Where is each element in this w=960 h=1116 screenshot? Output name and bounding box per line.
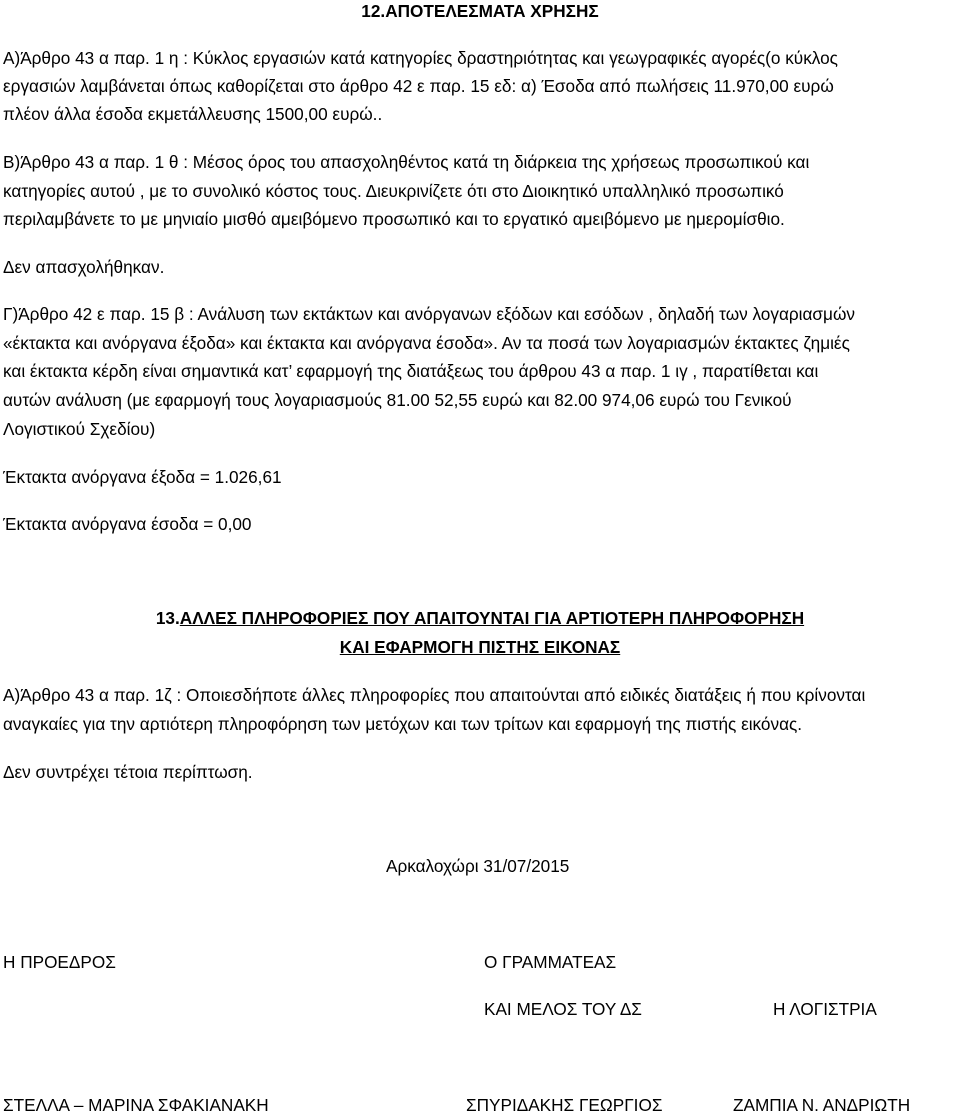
- section-13a-line-2: αναγκαίες για την αρτιότερη πληροφόρηση των μετόχων και των τρίτων και εφαρμογή της πιστής εικόνας.: [3, 714, 803, 734]
- section-12c-line-1: Γ)Άρθρο 42 ε παρ. 15 β : Ανάλυση των εκτάκτων και ανόργανων εξόδων και εσόδων , δηλαδή των λογαριασμών: [3, 304, 855, 324]
- section-12a-line-1: Α)Άρθρο 43 α παρ. 1 η : Κύκλος εργασιών κατά κατηγορίες δραστηριότητας και γεωγραφικές αγορές(ο κύκλος: [3, 48, 838, 68]
- secretary-name: ΣΠΥΡΙΔΑΚΗΣ ΓΕΩΡΓΙΟΣ: [466, 1095, 663, 1115]
- section-12c-line-5: Λογιστικού Σχεδίου): [3, 419, 156, 439]
- place-date: Αρκαλοχώρι 31/07/2015: [386, 856, 570, 876]
- section-12b-line-3: περιλαμβάνετε το με μηνιαίο μισθό αμειβόμενο προσωπικό και το εργατικό αμειβόμενο με ημερομίσθιο.: [3, 209, 785, 229]
- section-12a-line-3: πλέον άλλα έσοδα εκμετάλλευσης 1500,00 ευρώ..: [3, 104, 383, 124]
- section-13-title-line-2: ΚΑΙ ΕΦΑΡΜΟΓΗ ΠΙΣΤΗΣ ΕΙΚΟΝΑΣ: [339, 637, 621, 657]
- president-name: ΣΤΕΛΛΑ – ΜΑΡΙΝΑ ΣΦΑΚΙΑΝΑΚΗ: [3, 1095, 269, 1115]
- board-member-title: ΚΑΙ ΜΕΛΟΣ ΤΟΥ ΔΣ: [484, 999, 642, 1019]
- section-12c-line-3: και έκτακτα κέρδη είναι σημαντικά κατ’ εφαρμογή της διατάξεως του άρθρου 43 α παρ. 1 ιγ , παρατίθεται και: [3, 361, 819, 381]
- section-12-title: 12.ΑΠΟΤΕΛΕΣΜΑΤΑ ΧΡΗΣΗΣ: [361, 1, 599, 21]
- extraordinary-expenses-line: Έκτακτα ανόργανα έξοδα = 1.026,61: [3, 467, 282, 487]
- section-13-title-line-1: 13.ΑΛΛΕΣ ΠΛΗΡΟΦΟΡΙΕΣ ΠΟΥ ΑΠΑΙΤΟΥΝΤΑΙ ΓΙΑ ΑΡΤΙΟΤΕΡΗ ΠΛΗΡΟΦΟΡΗΣΗ: [155, 608, 805, 628]
- accountant-title: Η ΛΟΓΙΣΤΡΙΑ: [773, 999, 877, 1019]
- section-12c-line-4: αυτών ανάλυση (με εφαρμογή τους λογαριασμούς 81.00 52,55 ευρώ και 82.00 974,06 ευρώ του Γενικού: [3, 390, 792, 410]
- extraordinary-income-line: Έκτακτα ανόργανα έσοδα = 0,00: [3, 514, 252, 534]
- accountant-name: ΖΑΜΠΙΑ Ν. ΑΝΔΡΙΩΤΗ: [733, 1095, 911, 1115]
- section-12b-line-2: κατηγορίες αυτού , με το συνολικό κόστος τους. Διευκρινίζετε ότι στο Διοικητικό υπαλληλικό προσωπικό: [3, 181, 784, 201]
- section-13a-line-1: Α)Άρθρο 43 α παρ. 1ζ : Οποιεσδήποτε άλλες πληροφορίες που απαιτούνται από ειδικές διατάξεις ή που κρίνονται: [3, 685, 866, 705]
- secretary-title: Ο ΓΡΑΜΜΑΤΕΑΣ: [484, 952, 617, 972]
- section-12b-note: Δεν απασχολήθηκαν.: [3, 257, 165, 277]
- section-13a-note: Δεν συντρέχει τέτοια περίπτωση.: [3, 762, 253, 782]
- section-12a-line-2: εργασιών λαμβάνεται όπως καθορίζεται στο άρθρο 42 ε παρ. 15 εδ: α) Έσοδα από πωλήσεις 11.970,00 ευρώ: [3, 76, 834, 96]
- section-12c-line-2: «έκτακτα και ανόργανα έξοδα» και έκτακτα και ανόργανα έσοδα». Αν τα ποσά των λογαριασμών έκτακτες ζημιές: [3, 333, 850, 353]
- president-title: Η ΠΡΟΕΔΡΟΣ: [3, 952, 116, 972]
- section-12b-line-1: Β)Άρθρο 43 α παρ. 1 θ : Μέσος όρος του απασχοληθέντος κατά τη διάρκεια της χρήσεως προσωπικού και: [3, 152, 810, 172]
